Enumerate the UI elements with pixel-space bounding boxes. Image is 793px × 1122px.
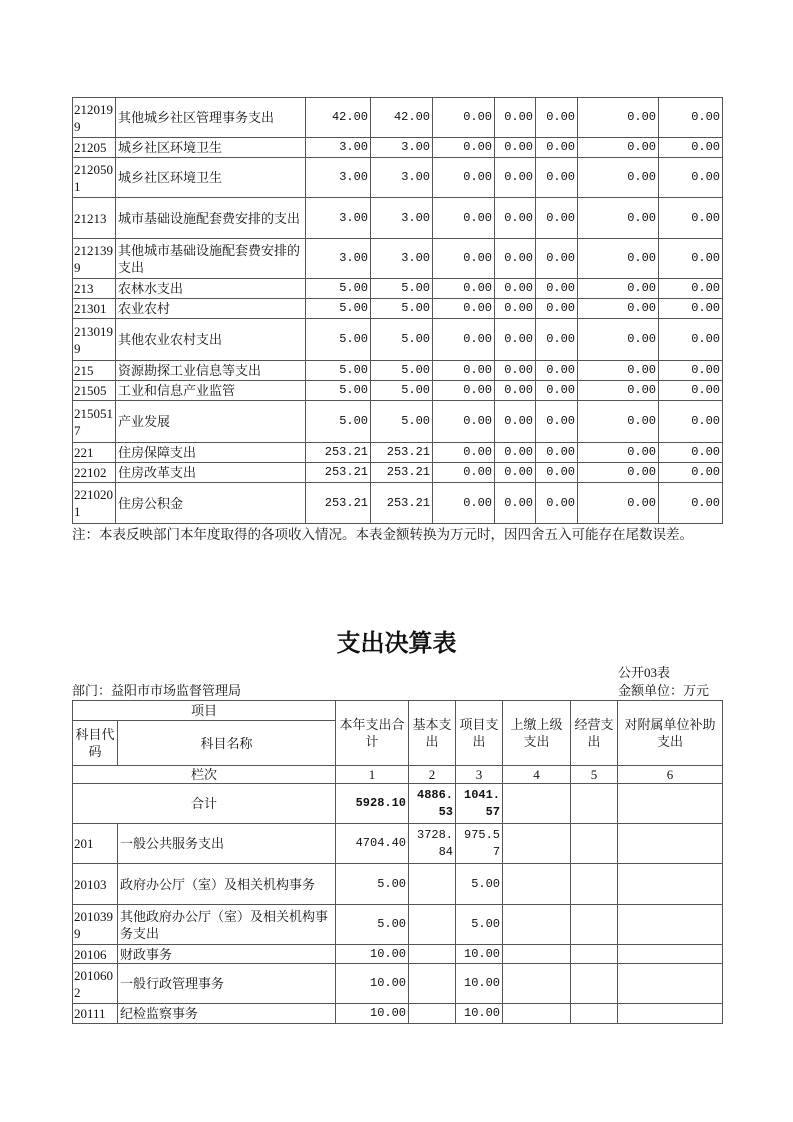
cell: 5928.10 <box>336 784 409 824</box>
value-cell: 0.00 <box>495 361 536 381</box>
total-row <box>73 784 723 824</box>
code-cell: 20106 <box>73 945 118 964</box>
value-cell <box>618 1004 723 1024</box>
name-cell: 产业发展 <box>116 401 306 443</box>
value-cell: 5.00 <box>306 361 371 381</box>
value-cell: 42.00 <box>306 98 371 138</box>
value-cell: 0.00 <box>578 483 659 524</box>
value-cell: 0.00 <box>536 98 578 138</box>
value-cell: 3.00 <box>371 239 433 279</box>
page-title: 支出决算表 <box>336 629 457 657</box>
value-cell: 0.00 <box>433 239 495 279</box>
expense-table <box>72 700 723 1024</box>
value-cell: 0.00 <box>495 299 536 319</box>
value-cell: 0.00 <box>578 463 659 483</box>
value-cell: 0.00 <box>659 98 723 138</box>
column-index: 4 <box>503 766 571 784</box>
name-cell: 城乡社区环境卫生 <box>116 138 306 158</box>
value-cell: 3.00 <box>371 198 433 239</box>
value-cell: 0.00 <box>536 463 578 483</box>
value-cell: 5.00 <box>371 401 433 443</box>
name-cell: 纪检监察事务 <box>118 1004 336 1024</box>
value-cell: 0.00 <box>536 138 578 158</box>
value-cell: 5.00 <box>306 319 371 361</box>
cell: 1041.57 <box>456 784 503 824</box>
value-cell: 0.00 <box>578 138 659 158</box>
value-cell: 0.00 <box>433 198 495 239</box>
table-row <box>73 483 723 524</box>
department-label: 部门：益阳市市场监督管理局 <box>72 683 242 698</box>
value-cell: 3728.84 <box>409 824 456 864</box>
value-cell <box>618 905 723 945</box>
code-cell: 215 <box>73 361 116 381</box>
value-cell <box>503 905 571 945</box>
value-cell: 0.00 <box>659 198 723 239</box>
table-row <box>73 401 723 443</box>
value-cell <box>571 864 618 905</box>
income-section <box>72 97 727 544</box>
value-cell: 0.00 <box>433 483 495 524</box>
value-cell <box>503 1004 571 1024</box>
value-cell: 0.00 <box>578 319 659 361</box>
cell: 4886.53 <box>409 784 456 824</box>
code-cell: 21505 <box>73 381 116 401</box>
value-cell: 5.00 <box>306 401 371 443</box>
value-cell: 0.00 <box>536 279 578 299</box>
value-cell <box>618 824 723 864</box>
table-row <box>73 905 723 945</box>
table-row <box>73 361 723 381</box>
value-cell: 10.00 <box>456 945 503 964</box>
value-cell: 0.00 <box>578 158 659 198</box>
value-cell: 0.00 <box>495 198 536 239</box>
code-cell: 2150517 <box>73 401 116 443</box>
value-cell <box>409 945 456 964</box>
code-cell: 21301 <box>73 299 116 319</box>
value-cell: 0.00 <box>495 443 536 463</box>
table-row <box>73 319 723 361</box>
name-cell: 城乡社区环境卫生 <box>116 158 306 198</box>
value-cell: 0.00 <box>659 299 723 319</box>
value-cell: 0.00 <box>433 463 495 483</box>
value-cell <box>571 1004 618 1024</box>
value-cell: 5.00 <box>371 319 433 361</box>
value-cell: 0.00 <box>433 98 495 138</box>
table-row <box>73 98 723 138</box>
value-cell: 0.00 <box>536 319 578 361</box>
name-cell: 农业农村 <box>116 299 306 319</box>
value-cell <box>571 905 618 945</box>
value-cell: 253.21 <box>306 483 371 524</box>
code-cell: 2130199 <box>73 319 116 361</box>
value-cell: 0.00 <box>433 381 495 401</box>
table-row <box>73 279 723 299</box>
value-cell: 5.00 <box>371 381 433 401</box>
cell <box>571 784 618 824</box>
value-cell: 0.00 <box>536 299 578 319</box>
value-cell: 0.00 <box>659 443 723 463</box>
value-cell: 3.00 <box>371 138 433 158</box>
value-cell: 0.00 <box>659 381 723 401</box>
table-row <box>73 864 723 905</box>
value-cell <box>503 824 571 864</box>
value-cell: 0.00 <box>536 239 578 279</box>
value-cell: 253.21 <box>306 443 371 463</box>
name-cell: 城市基础设施配套费安排的支出 <box>116 198 306 239</box>
value-cell <box>503 945 571 964</box>
value-cell: 0.00 <box>659 158 723 198</box>
value-cell: 0.00 <box>495 239 536 279</box>
value-cell: 0.00 <box>578 299 659 319</box>
table-row <box>73 158 723 198</box>
value-cell: 0.00 <box>659 239 723 279</box>
value-cell: 10.00 <box>336 964 409 1004</box>
code-cell: 21213 <box>73 198 116 239</box>
value-cell: 5.00 <box>371 361 433 381</box>
code-cell: 2010399 <box>73 905 118 945</box>
code-cell: 201 <box>73 824 118 864</box>
value-cell: 5.00 <box>456 905 503 945</box>
code-cell: 2120199 <box>73 98 116 138</box>
value-cell: 5.00 <box>371 279 433 299</box>
value-cell: 0.00 <box>578 279 659 299</box>
value-cell: 0.00 <box>536 381 578 401</box>
code-cell: 221 <box>73 443 116 463</box>
value-cell: 0.00 <box>433 401 495 443</box>
value-cell: 0.00 <box>433 319 495 361</box>
table-row <box>73 198 723 239</box>
value-cell <box>618 864 723 905</box>
header-name: 科目名称 <box>118 721 336 766</box>
value-cell: 0.00 <box>578 361 659 381</box>
value-cell <box>571 824 618 864</box>
value-cell <box>503 964 571 1004</box>
value-cell <box>571 945 618 964</box>
value-cell: 4704.40 <box>336 824 409 864</box>
value-cell: 0.00 <box>495 319 536 361</box>
table-note: 注：本表反映部门本年度取得的各项收入情况。本表金额转换为万元时，因四舍五入可能存在尾数误差。 <box>72 527 693 542</box>
code-cell: 2121399 <box>73 239 116 279</box>
value-cell: 0.00 <box>659 361 723 381</box>
value-cell: 0.00 <box>536 198 578 239</box>
income-table <box>72 97 723 524</box>
header-code: 科目代码 <box>73 721 118 766</box>
value-cell: 10.00 <box>336 1004 409 1024</box>
value-cell <box>409 1004 456 1024</box>
value-cell: 5.00 <box>306 299 371 319</box>
table-row <box>73 964 723 1004</box>
value-cell: 0.00 <box>433 443 495 463</box>
value-cell <box>409 864 456 905</box>
value-cell <box>618 964 723 1004</box>
column-index: 3 <box>456 766 503 784</box>
code-cell: 2010602 <box>73 964 118 1004</box>
value-cell: 3.00 <box>306 138 371 158</box>
cell <box>503 784 571 824</box>
value-cell: 10.00 <box>456 1004 503 1024</box>
value-cell: 0.00 <box>433 138 495 158</box>
value-cell: 0.00 <box>578 239 659 279</box>
header-c5: 经营支出 <box>571 701 618 766</box>
name-cell: 住房保障支出 <box>116 443 306 463</box>
value-cell: 10.00 <box>336 945 409 964</box>
value-cell: 0.00 <box>536 158 578 198</box>
table-row <box>73 443 723 463</box>
column-index: 6 <box>618 766 723 784</box>
value-cell: 3.00 <box>306 239 371 279</box>
value-cell: 253.21 <box>371 463 433 483</box>
value-cell: 0.00 <box>495 158 536 198</box>
header-item: 项目 <box>73 701 336 721</box>
header-c6: 对附属单位补助支出 <box>618 701 723 766</box>
table-row <box>73 945 723 964</box>
value-cell: 0.00 <box>578 381 659 401</box>
unit-label: 金额单位：万元 <box>618 683 710 698</box>
value-cell: 253.21 <box>371 443 433 463</box>
name-cell: 政府办公厅（室）及相关机构事务 <box>118 864 336 905</box>
value-cell: 0.00 <box>495 463 536 483</box>
value-cell: 0.00 <box>495 279 536 299</box>
value-cell <box>571 964 618 1004</box>
value-cell: 3.00 <box>306 158 371 198</box>
name-cell: 其他城乡社区管理事务支出 <box>116 98 306 138</box>
table-row <box>73 381 723 401</box>
code-cell: 213 <box>73 279 116 299</box>
value-cell: 3.00 <box>306 198 371 239</box>
name-cell: 其他政府办公厅（室）及相关机构事务支出 <box>118 905 336 945</box>
value-cell: 0.00 <box>495 483 536 524</box>
value-cell: 975.57 <box>456 824 503 864</box>
value-cell: 0.00 <box>659 138 723 158</box>
value-cell: 0.00 <box>536 361 578 381</box>
header-c2: 基本支出 <box>409 701 456 766</box>
code-cell: 20111 <box>73 1004 118 1024</box>
value-cell: 0.00 <box>659 319 723 361</box>
value-cell: 0.00 <box>495 381 536 401</box>
code-cell: 2210201 <box>73 483 116 524</box>
value-cell: 3.00 <box>371 158 433 198</box>
name-cell: 资源勘探工业信息等支出 <box>116 361 306 381</box>
value-cell: 10.00 <box>456 964 503 1004</box>
name-cell: 其他农业农村支出 <box>116 319 306 361</box>
value-cell: 0.00 <box>659 483 723 524</box>
value-cell: 253.21 <box>306 463 371 483</box>
value-cell: 0.00 <box>495 138 536 158</box>
value-cell: 253.21 <box>371 483 433 524</box>
table-row <box>73 138 723 158</box>
value-cell: 0.00 <box>495 98 536 138</box>
value-cell: 5.00 <box>371 299 433 319</box>
name-cell: 住房改革支出 <box>116 463 306 483</box>
total-label: 合计 <box>73 784 336 824</box>
column-index: 1 <box>336 766 409 784</box>
name-cell: 住房公积金 <box>116 483 306 524</box>
code-cell: 22102 <box>73 463 116 483</box>
code-cell: 21205 <box>73 138 116 158</box>
header-c4: 上缴上级支出 <box>503 701 571 766</box>
name-cell: 一般行政管理事务 <box>118 964 336 1004</box>
value-cell: 42.00 <box>371 98 433 138</box>
value-cell: 5.00 <box>336 905 409 945</box>
value-cell: 0.00 <box>578 98 659 138</box>
value-cell: 5.00 <box>336 864 409 905</box>
value-cell: 0.00 <box>659 279 723 299</box>
table-row <box>73 239 723 279</box>
column-index: 2 <box>409 766 456 784</box>
value-cell: 0.00 <box>578 401 659 443</box>
column-index: 5 <box>571 766 618 784</box>
name-cell: 一般公共服务支出 <box>118 824 336 864</box>
cell <box>618 784 723 824</box>
value-cell: 0.00 <box>578 443 659 463</box>
value-cell: 0.00 <box>433 299 495 319</box>
code-cell: 20103 <box>73 864 118 905</box>
value-cell: 0.00 <box>536 483 578 524</box>
code-cell: 2120501 <box>73 158 116 198</box>
name-cell: 工业和信息产业监管 <box>116 381 306 401</box>
value-cell <box>618 945 723 964</box>
value-cell <box>409 964 456 1004</box>
value-cell <box>503 864 571 905</box>
value-cell: 5.00 <box>306 381 371 401</box>
name-cell: 财政事务 <box>118 945 336 964</box>
table-row <box>73 1004 723 1024</box>
table-row <box>73 463 723 483</box>
value-cell: 0.00 <box>495 401 536 443</box>
name-cell: 其他城市基础设施配套费安排的支出 <box>116 239 306 279</box>
value-cell: 5.00 <box>456 864 503 905</box>
value-cell: 0.00 <box>433 279 495 299</box>
value-cell: 0.00 <box>536 443 578 463</box>
header-c3: 项目支出 <box>456 701 503 766</box>
value-cell: 5.00 <box>306 279 371 299</box>
form-number: 公开03表 <box>618 665 671 680</box>
value-cell: 0.00 <box>578 198 659 239</box>
header-c1: 本年支出合计 <box>336 701 409 766</box>
table-row <box>73 299 723 319</box>
table-row <box>73 824 723 864</box>
value-cell: 0.00 <box>536 401 578 443</box>
value-cell: 0.00 <box>433 158 495 198</box>
value-cell: 0.00 <box>659 401 723 443</box>
value-cell <box>409 905 456 945</box>
column-index-label: 栏次 <box>73 766 336 784</box>
name-cell: 农林水支出 <box>116 279 306 299</box>
value-cell: 0.00 <box>659 463 723 483</box>
value-cell: 0.00 <box>433 361 495 381</box>
